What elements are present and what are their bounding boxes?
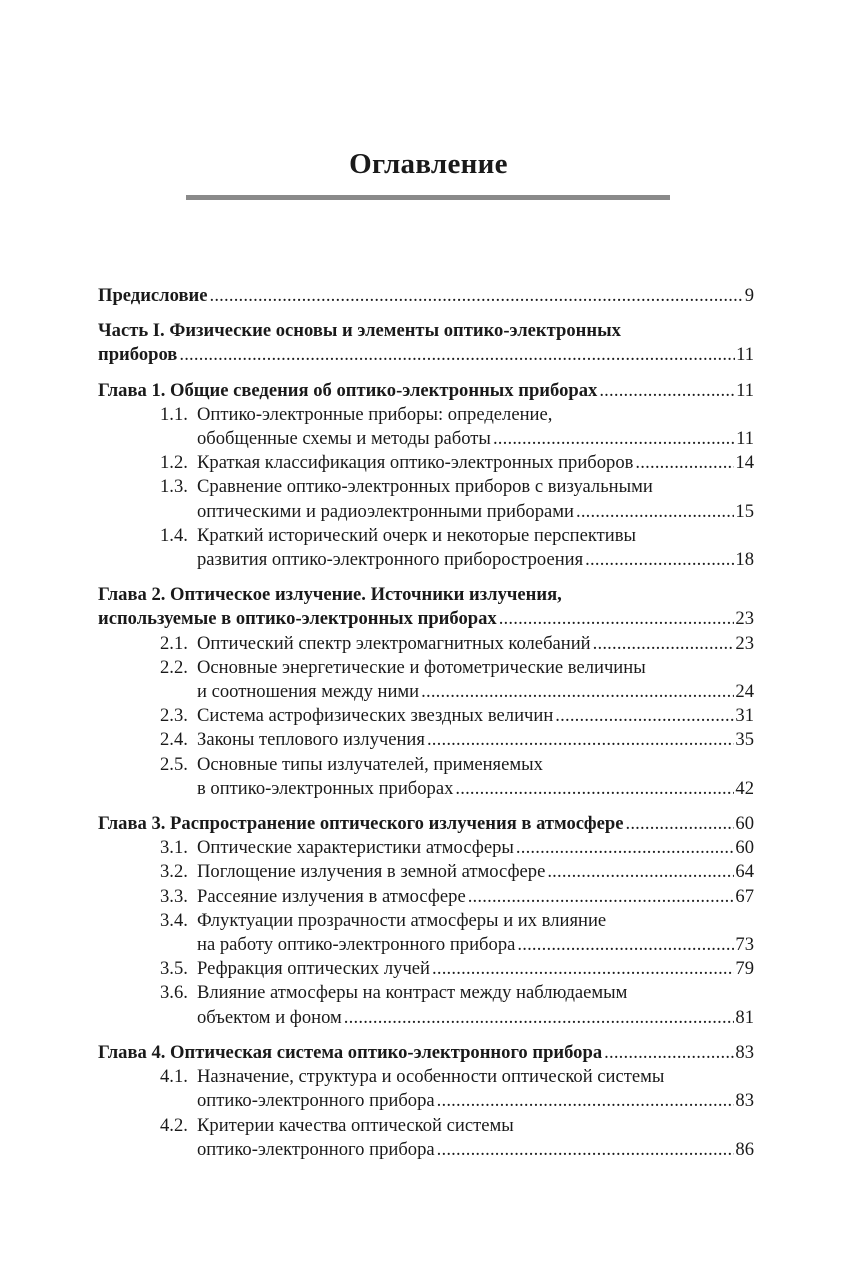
toc-entry-title-cont: и соотношения между ними: [197, 681, 420, 703]
toc-entry-title: Глава 3. Распространение оптического излучения в атмосфере: [98, 813, 624, 835]
dot-leader: [499, 607, 735, 631]
toc-entry-title: Предисловие: [98, 285, 208, 306]
dot-leader: [547, 860, 734, 884]
toc-entry-title: Влияние атмосферы на контраст между наблюдаемым: [197, 982, 628, 1004]
page-number: 81: [735, 1006, 754, 1028]
toc-entry-title-cont: в оптико-электронных приборах: [197, 777, 454, 799]
toc-entry-title-cont: объектом и фоном: [197, 1006, 342, 1028]
section-number: 2.2.: [160, 656, 188, 678]
dot-leader: [593, 632, 735, 656]
page-number: 18: [735, 549, 754, 571]
page-number: 9: [744, 285, 754, 306]
section-number: 1.4.: [160, 524, 188, 546]
dot-leader: [468, 885, 735, 909]
dot-leader: [604, 1041, 734, 1065]
toc-entry-title: Основные типы излучателей, применяемых: [197, 753, 543, 775]
toc-entry-section-2-2[interactable]: [98, 656, 754, 704]
toc-entry-title: Поглощение излучения в земной атмосфере: [197, 861, 546, 883]
toc-entry-title-cont: на работу оптико-электронного прибора: [197, 934, 516, 956]
toc-entry-title: Краткая классификация оптико-электронных приборов: [197, 452, 634, 474]
toc-entry-chapter-4[interactable]: [98, 1041, 754, 1065]
toc-entry-section-2-3[interactable]: [98, 704, 754, 728]
toc-entry-title: Сравнение оптико-электронных приборов с визуальными: [197, 476, 653, 498]
dot-leader: [599, 379, 735, 403]
toc-entry-title: Рефракция оптических лучей: [197, 958, 431, 980]
toc-entry-title: Оптико-электронные приборы: определение,: [197, 403, 553, 425]
toc-entry-section-4-2[interactable]: [98, 1114, 754, 1162]
page-number: 23: [735, 608, 754, 630]
toc-entry-title-cont: приборов: [98, 344, 178, 366]
page-number: 83: [735, 1090, 754, 1112]
toc-entry-title: Основные энергетические и фотометрические величины: [197, 656, 646, 678]
toc-entry-chapter-2[interactable]: [98, 583, 754, 631]
dot-leader: [427, 728, 734, 752]
page-number: 15: [735, 500, 754, 522]
toc-entry-title-cont: развития оптико-электронного приборостроения: [197, 549, 584, 571]
toc-entry-title: Флуктуации прозрачности атмосферы и их влияние: [197, 909, 607, 931]
toc-entry-title: Система астрофизических звездных величин: [197, 705, 554, 727]
dot-leader: [625, 812, 734, 836]
page-number: 67: [735, 885, 754, 907]
dot-leader: [517, 933, 734, 957]
page-number: 11: [736, 428, 754, 450]
section-number: 3.4.: [160, 909, 188, 931]
toc-entry-title: Рассеяние излучения в атмосфере: [197, 885, 466, 907]
toc-entry-section-2-5[interactable]: [98, 753, 754, 801]
dot-leader: [432, 957, 734, 981]
page-title: Оглавление: [349, 148, 508, 180]
section-number: 4.1.: [160, 1066, 188, 1088]
page-number: 60: [735, 837, 754, 859]
section-number: 3.1.: [160, 837, 188, 859]
dot-leader: [344, 1006, 735, 1030]
toc-entry-title: Глава 4. Оптическая система оптико-электронного прибора: [98, 1041, 603, 1063]
toc-entry-title: Критерии качества оптической системы: [197, 1114, 514, 1136]
dot-leader: [455, 777, 734, 801]
section-number: 2.1.: [160, 632, 188, 654]
dot-leader: [437, 1138, 735, 1162]
toc-entry-title: Оптические характеристики атмосферы: [197, 837, 514, 859]
section-number: 3.2.: [160, 861, 188, 883]
page-number: 42: [735, 777, 754, 799]
dot-leader: [437, 1089, 735, 1113]
section-number: 4.2.: [160, 1114, 188, 1136]
toc-entry-title: Глава 2. Оптическое излучение. Источники излучения,: [98, 584, 562, 606]
section-number: 3.3.: [160, 885, 188, 907]
toc-entry-title: Оптический спектр электромагнитных колебаний: [197, 632, 591, 654]
toc-entry-title-cont: обобщенные схемы и методы работы: [197, 428, 491, 450]
section-number: 1.1.: [160, 403, 188, 425]
toc-entry-section-3-3[interactable]: [98, 885, 754, 909]
page-number: 64: [735, 861, 754, 883]
toc-entry-title: Краткий исторический очерк и некоторые перспективы: [197, 524, 637, 546]
toc-entry-section-2-1[interactable]: [98, 632, 754, 656]
toc-entry-title-cont: оптическими и радиоэлектронными приборами: [197, 500, 574, 522]
section-number: 2.5.: [160, 753, 188, 775]
toc-entry-section-4-1[interactable]: [98, 1065, 754, 1113]
section-number: 3.5.: [160, 958, 188, 980]
page-number: 31: [735, 705, 754, 727]
dot-leader: [421, 680, 734, 704]
toc-entry-section-1-1[interactable]: [98, 403, 754, 451]
toc-entry-section-1-3[interactable]: [98, 475, 754, 523]
page-number: 11: [736, 379, 754, 401]
toc-entry-section-3-5[interactable]: [98, 957, 754, 981]
toc-entry-preface[interactable]: [98, 284, 754, 308]
toc-entry-title-cont: оптико-электронного прибора: [197, 1090, 435, 1112]
page-number: 79: [735, 958, 754, 980]
toc-entry-title-cont: оптико-электронного прибора: [197, 1138, 435, 1160]
dot-leader: [209, 284, 743, 308]
section-number: 3.6.: [160, 982, 188, 1004]
section-number: 1.2.: [160, 452, 188, 474]
table-of-contents: [98, 284, 754, 1162]
dot-leader: [516, 836, 735, 860]
toc-entry-title: Законы теплового излучения: [197, 729, 425, 751]
page-number: 14: [735, 452, 754, 474]
section-number: 1.3.: [160, 476, 188, 498]
dot-leader: [179, 343, 735, 367]
dot-leader: [555, 704, 734, 728]
toc-entry-section-3-1[interactable]: [98, 836, 754, 860]
section-number: 2.3.: [160, 705, 188, 727]
page-number: 83: [735, 1041, 754, 1063]
dot-leader: [576, 500, 734, 524]
toc-entry-chapter-3[interactable]: [98, 812, 754, 836]
dot-leader: [493, 427, 735, 451]
dot-leader: [635, 451, 734, 475]
toc-entry-section-1-4[interactable]: [98, 524, 754, 572]
toc-entry-part-1[interactable]: [98, 319, 754, 367]
page-number: 23: [735, 632, 754, 654]
toc-entry-section-3-4[interactable]: [98, 909, 754, 957]
page-number: 24: [735, 681, 754, 703]
toc-entry-section-3-6[interactable]: [98, 981, 754, 1029]
toc-entry-title: Глава 1. Общие сведения об оптико-электронных приборах: [98, 379, 598, 401]
page-number: 35: [735, 729, 754, 751]
page-number: 60: [735, 813, 754, 835]
dot-leader: [585, 548, 734, 572]
page-number: 73: [735, 934, 754, 956]
toc-entry-section-3-2[interactable]: [98, 860, 754, 884]
title-underline: [186, 195, 670, 200]
toc-entry-title: Назначение, структура и особенности оптической системы: [197, 1066, 665, 1088]
toc-entry-section-2-4[interactable]: [98, 728, 754, 752]
toc-entry-section-1-2[interactable]: [98, 451, 754, 475]
toc-entry-title: Часть I. Физические основы и элементы оптико-электронных: [98, 320, 621, 342]
page-number: 11: [736, 344, 754, 366]
toc-entry-title-cont: используемые в оптико-электронных приборах: [98, 608, 497, 630]
toc-entry-chapter-1[interactable]: [98, 379, 754, 403]
page-number: 86: [735, 1138, 754, 1160]
section-number: 2.4.: [160, 729, 188, 751]
